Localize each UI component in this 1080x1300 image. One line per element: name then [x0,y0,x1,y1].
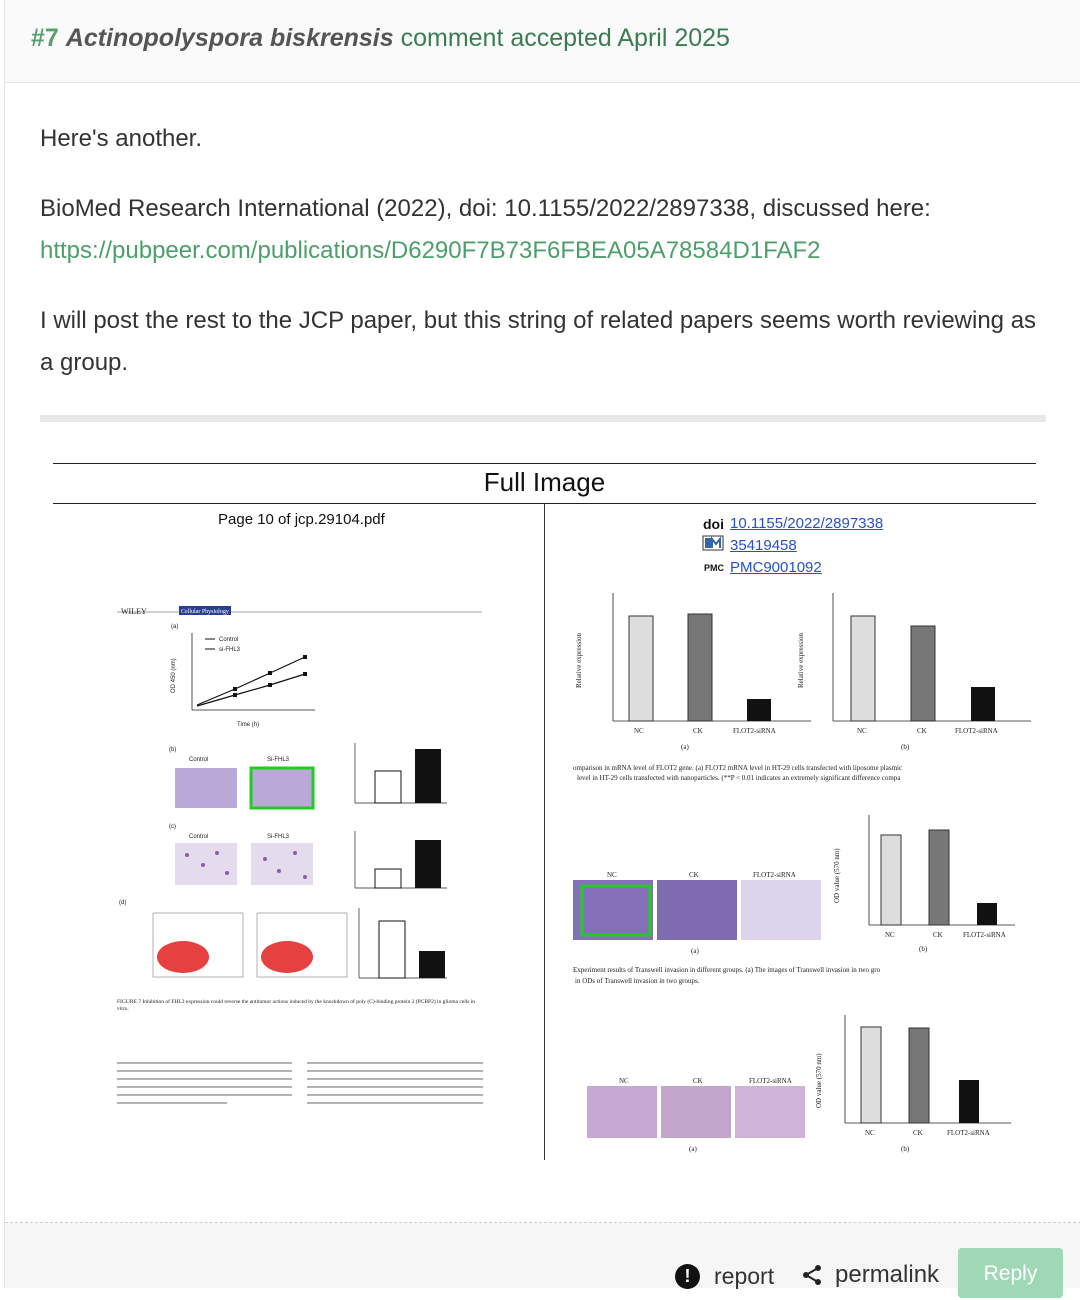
svg-text:Relative expression: Relative expression [575,632,583,688]
pmc-link[interactable]: PMC9001092 [730,559,822,576]
comment-title [31,24,730,53]
exclamation-icon: ! [675,1264,700,1289]
svg-text:NC: NC [634,727,644,735]
report-link[interactable] [675,1263,774,1290]
svg-text:in ODs of Transwell invasion i: in ODs of Transwell invasion in two groups. [575,977,700,985]
permalink-link[interactable] [801,1261,939,1289]
svg-text:OD value (570 nm): OD value (570 nm) [815,1053,823,1108]
comment-footer [5,1223,1080,1288]
svg-text:CK: CK [913,1129,923,1137]
svg-text:(a): (a) [691,947,699,955]
svg-text:FLOT2-siRNA: FLOT2-siRNA [753,871,796,879]
doi-icon: doi [703,516,724,532]
svg-text:CK: CK [693,727,703,735]
comment-card [4,0,1080,1288]
svg-text:(a): (a) [689,1145,697,1153]
identifier-links [698,513,883,579]
figure-top-rule [53,463,1036,464]
svg-text:NC: NC [865,1129,875,1137]
svg-text:FLOT2-siRNA: FLOT2-siRNA [947,1129,990,1137]
svg-text:FLOT2-siRNA: FLOT2-siRNA [955,727,998,735]
left-page-figure [117,603,487,1143]
svg-text:Si-FHL3: Si-FHL3 [267,834,290,840]
svg-text:NC: NC [857,727,867,735]
separator [40,415,1046,422]
svg-text:FLOT2-siRNA: FLOT2-siRNA [963,931,1006,939]
comment-header [5,0,1080,83]
svg-text:CK: CK [917,727,927,735]
right-page-figure [571,583,1033,1158]
full-image-figure[interactable] [53,463,1036,1163]
svg-text:NC: NC [885,931,895,939]
pmc-icon: PMC [704,563,724,573]
svg-text:Experiment results of Transwel: Experiment results of Transwell invasion in different groups. (a) The images of Transwell invasion in two gro [573,966,881,974]
svg-text:Control: Control [189,757,209,763]
comment-paragraph-1: Here's another. [40,125,203,152]
svg-text:FLOT2-siRNA: FLOT2-siRNA [733,727,776,735]
pubmed-icon [698,534,724,558]
svg-text:Time (h): Time (h) [237,722,260,728]
svg-text:si-FHL3: si-FHL3 [219,647,241,653]
report-label: report [714,1263,775,1289]
journal-name: WILEY [121,607,147,616]
pubpeer-link[interactable]: https://pubpeer.com/publications/D6290F7B73F6FBEA05A78584D1FAF2 [40,237,821,264]
journal-tag: Cellular Physiology [181,609,229,615]
svg-text:omparison in mRNA level of FLO: omparison in mRNA level of FLOT2 gene. (a) FLOT2 mRNA level in HT-29 cells transfected with liposome plasmic [573,764,903,772]
comment-number[interactable]: #7 [31,24,59,52]
svg-text:(c): (c) [169,824,176,830]
citation-text: BioMed Research International (2022), doi: 10.1155/2022/2897338, discussed here: [40,195,931,222]
svg-text:Relative expression: Relative expression [797,632,805,688]
svg-text:level in HT-29 cells transfect: level in HT-29 cells transfected with nanoparticles. (**P < 0.01 indicates an extremely significant difference compa [577,774,901,782]
svg-text:Si-FHL3: Si-FHL3 [267,757,290,763]
author-name[interactable]: Actinopolyspora biskrensis [65,24,394,52]
share-icon [801,1264,823,1286]
permalink-label: permalink [835,1261,940,1288]
svg-text:Control: Control [219,637,239,643]
svg-text:NC: NC [607,871,617,879]
svg-text:NC: NC [619,1077,629,1085]
svg-text:(b): (b) [901,743,910,751]
comment-paragraph-2 [40,188,1050,272]
comment-paragraph-3: I will post the rest to the JCP paper, but this string of related papers seems worth reviewing as a group. [40,307,1037,376]
svg-text:(a): (a) [171,624,179,630]
svg-text:(d): (d) [119,900,127,906]
figure-title: Full Image [483,467,606,497]
svg-text:OD 450 (nm): OD 450 (nm) [171,658,177,693]
left-page-label: Page 10 of jcp.29104.pdf [218,511,385,528]
pmid-link[interactable]: 35419458 [730,537,797,554]
svg-text:OD value (570 nm): OD value (570 nm) [833,848,841,903]
doi-link[interactable]: 10.1155/2022/2897338 [730,515,884,532]
svg-text:(b): (b) [901,1145,910,1153]
svg-text:(b): (b) [169,747,177,753]
svg-text:(b): (b) [919,945,928,953]
svg-text:FLOT2-siRNA: FLOT2-siRNA [749,1077,792,1085]
svg-text:(a): (a) [681,743,689,751]
comment-status: comment accepted April 2025 [400,24,730,52]
svg-text:CK: CK [689,871,699,879]
left-caption: FIGURE 7 Inhibition of FHL3 expression could reverse the antitumor actions induced by the knockdown of poly (C)-binding protein 2 (PCBP2) in glioma cells in vitro. [117,999,476,1012]
reply-button[interactable]: Reply [958,1248,1063,1298]
figure-divider [544,504,545,1160]
svg-text:CK: CK [933,931,943,939]
svg-text:Control: Control [189,834,209,840]
svg-text:CK: CK [693,1077,703,1085]
comment-body [40,118,1050,412]
